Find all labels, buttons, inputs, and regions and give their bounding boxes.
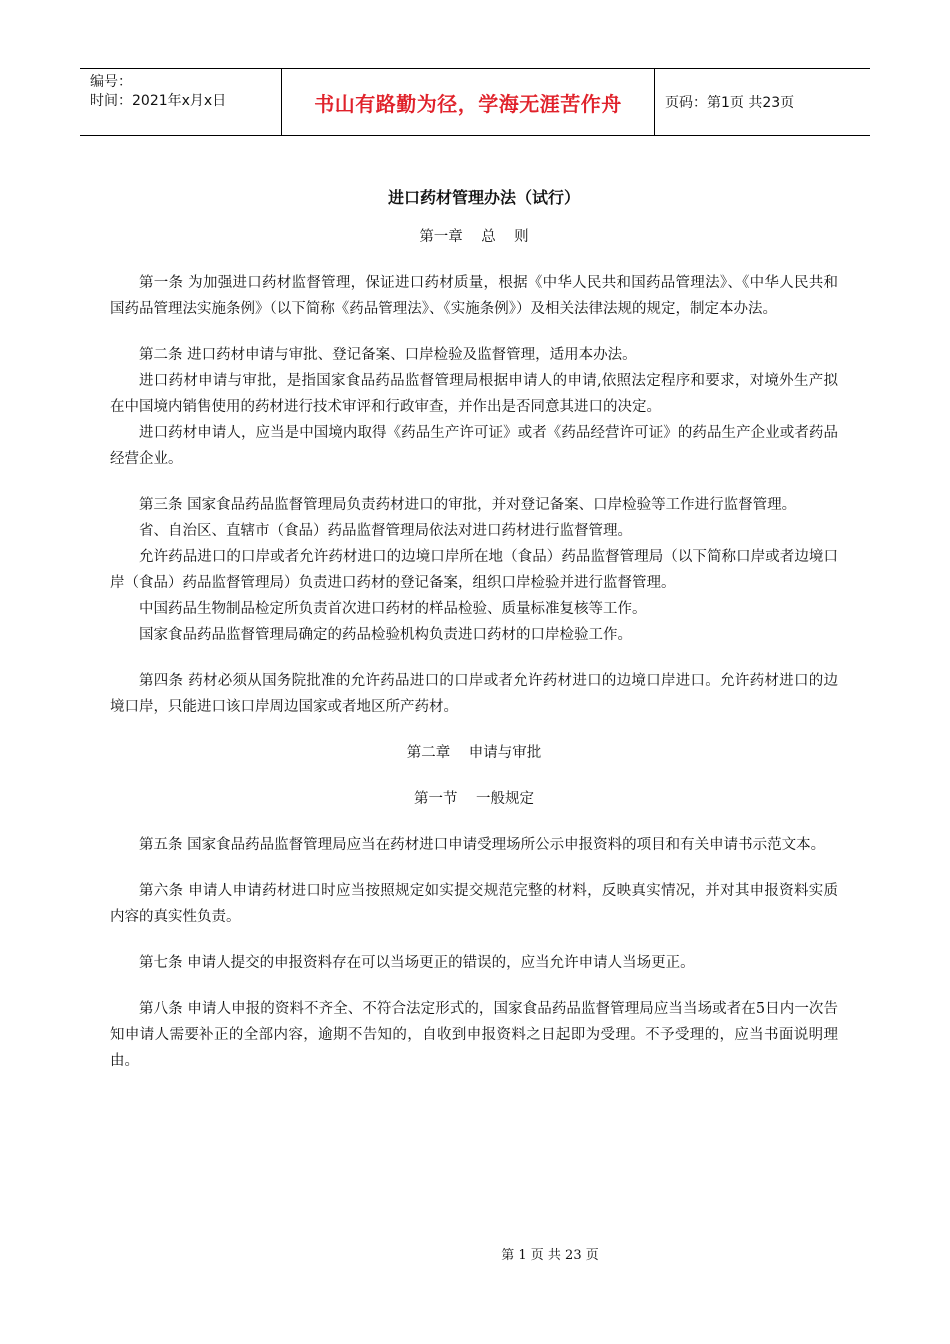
time-label: 时间：2021年x月x日 (90, 93, 227, 109)
chapter-heading: 第二章 申请与审批 (406, 745, 542, 761)
article-paragraph: 第六条 申请人申请药材进口时应当按照规定如实提交规范完整的材料，反映真实情况，并对其申报资料实质内容的真实性负责。 (110, 883, 838, 925)
document-body (110, 178, 838, 1074)
article-paragraph: 中国药品生物制品检定所负责首次进口药材的样品检验、质量标准复核等工作。 (139, 601, 647, 617)
article-paragraph: 第二条 进口药材申请与审批、登记备案、口岸检验及监督管理，适用本办法。 (139, 347, 637, 363)
article-paragraph: 第三条 国家食品药品监督管理局负责药材进口的审批，并对登记备案、口岸检验等工作进行监督管理。 (139, 497, 797, 513)
header-motto: 书山有路勤为径，学海无涯苦作舟 (282, 69, 655, 135)
chapter-heading: 第一章 总 则 (419, 229, 529, 245)
article-paragraph: 第七条 申请人提交的申报资料存在可以当场更正的错误的，应当允许申请人当场更正。 (139, 955, 695, 971)
page-footer: 第 1 页 共 23 页 (501, 1248, 599, 1263)
article-paragraph: 进口药材申请与审批，是指国家食品药品监督管理局根据申请人的申请,依照法定程序和要求，对境外生产拟在中国境内销售使用的药材进行技术审评和行政审查，并作出是否同意其进口的决定。 (110, 373, 838, 415)
article-paragraph: 进口药材申请人，应当是中国境内取得《药品生产许可证》或者《药品经营许可证》的药品生产企业或者药品经营企业。 (110, 425, 838, 467)
header-meta (80, 69, 282, 135)
header-page-info: 页码：第1页 共23页 (665, 95, 795, 111)
page-header (80, 68, 870, 136)
article-paragraph: 第四条 药材必须从国务院批准的允许药品进口的口岸或者允许药材进口的边境口岸进口。允许药材进口的边境口岸，只能进口该口岸周边国家或者地区所产药材。 (110, 673, 838, 715)
section-heading: 第一节 一般规定 (414, 791, 534, 807)
article-paragraph: 第八条 申请人申报的资料不齐全、不符合法定形式的，国家食品药品监督管理局应当当场或者在5日内一次告知申请人需要补正的全部内容，逾期不告知的，自收到申报资料之日起即为受理。不予受理的，应当书面说明理由。 (110, 1001, 838, 1069)
article-paragraph: 允许药品进口的口岸或者允许药材进口的边境口岸所在地（食品）药品监督管理局（以下简称口岸或者边境口岸（食品）药品监督管理局）负责进口药材的登记备案，组织口岸检验并进行监督管理。 (110, 549, 838, 591)
number-label: 编号： (90, 74, 132, 90)
document-title: 进口药材管理办法（试行） (387, 188, 580, 207)
article-paragraph: 第五条 国家食品药品监督管理局应当在药材进口申请受理场所公示申报资料的项目和有关申请书示范文本。 (139, 837, 826, 853)
article-paragraph: 第一条 为加强进口药材监督管理，保证进口药材质量，根据《中华人民共和国药品管理法》、《中华人民共和国药品管理法实施条例》（以下简称《药品管理法》、《实施条例》）及相关法律法规的规定，制定本办法。 (110, 275, 838, 317)
article-paragraph: 省、自治区、直辖市（食品）药品监督管理局依法对进口药材进行监督管理。 (139, 523, 632, 539)
article-paragraph: 国家食品药品监督管理局确定的药品检验机构负责进口药材的口岸检验工作。 (139, 627, 632, 643)
